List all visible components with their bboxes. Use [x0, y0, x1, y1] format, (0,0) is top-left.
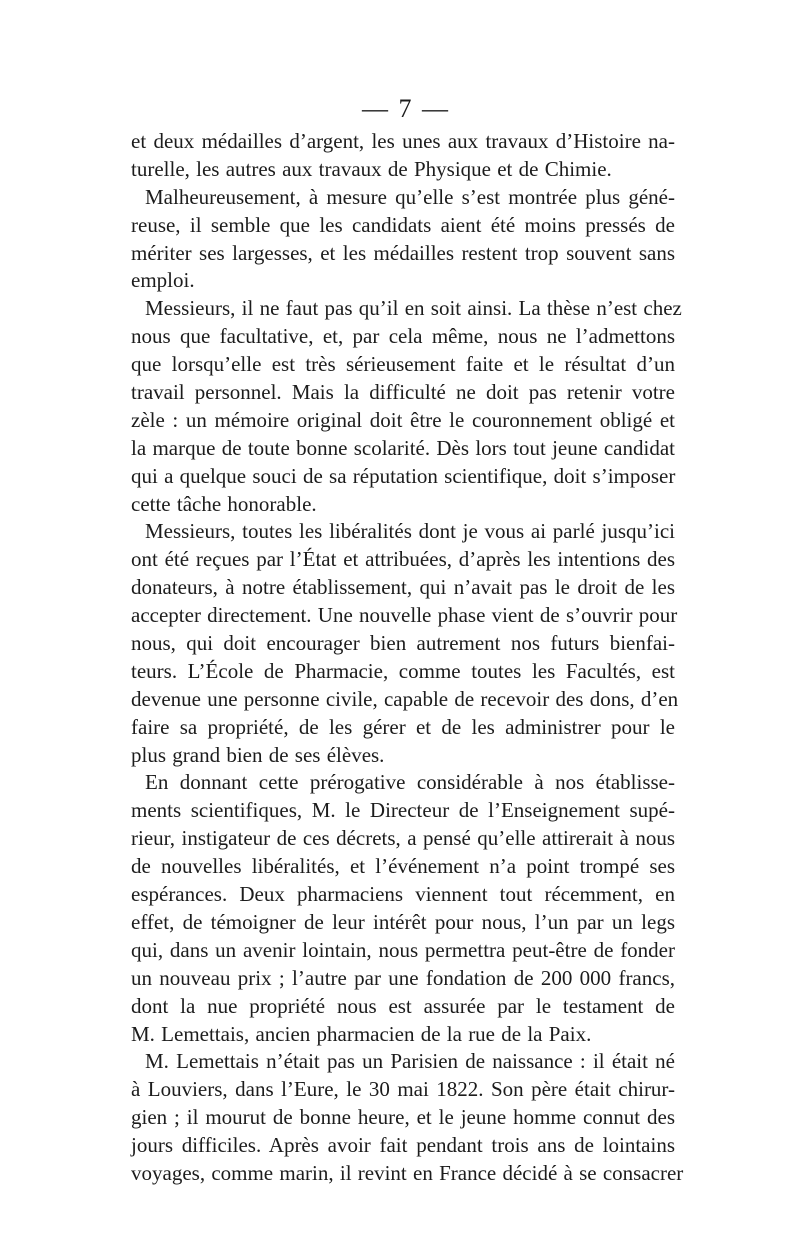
text-line: devenue une personne civile, capable de recevoir des dons, d’en	[131, 686, 679, 711]
text-line: travail personnel. Mais la difficulté ne doit pas retenir votre	[131, 380, 675, 405]
text-line: jours difficiles. Après avoir fait pendant trois ans de lointains	[131, 1133, 675, 1158]
text-line: la marque de toute bonne scolarité. Dès lors tout jeune candidat	[131, 435, 675, 460]
text-line: qui, dans un avenir lointain, nous permettra peut-être de fonder	[131, 937, 675, 962]
text-line: que lorsqu’elle est très sérieusement faite et le résultat d’un	[131, 352, 675, 377]
paragraph-start: En donnant cette prérogative considérable à nos établisse-	[145, 770, 675, 795]
text-line: nous, qui doit encourager bien autrement nos futurs bienfai-	[131, 631, 675, 656]
text-line: gien ; il mourut de bonne heure, et le jeune homme connut des	[131, 1105, 675, 1130]
page-number: — 7 —	[362, 94, 450, 123]
body-text	[131, 128, 684, 1188]
text-line: faire sa propriété, de les gérer et de les administrer pour le	[131, 714, 675, 739]
text-line: mériter ses largesses, et les médailles restent trop souvent sans	[131, 240, 675, 265]
text-line: dont la nue propriété nous est assurée par le testament de	[131, 993, 675, 1018]
text-line: plus grand bien de ses élèves.	[131, 742, 385, 767]
text-line: voyages, comme marin, il revint en France décidé à se consacrer	[131, 1160, 684, 1185]
text-line: qui a quelque souci de sa réputation scientifique, doit s’imposer	[131, 463, 676, 488]
paragraph-start: Messieurs, toutes les libéralités dont je vous ai parlé jusqu’ici	[145, 519, 675, 544]
text-line: M. Lemettais, ancien pharmacien de la rue de la Paix.	[131, 1021, 592, 1046]
text-line: un nouveau prix ; l’autre par une fondation de 200 000 francs,	[131, 965, 675, 990]
paragraph-start: M. Lemettais n’était pas un Parisien de naissance : il était né	[145, 1049, 675, 1074]
text-line: reuse, il semble que les candidats aient été moins pressés de	[131, 212, 675, 237]
text-line: à Louviers, dans l’Eure, le 30 mai 1822. Son père était chirur-	[131, 1077, 675, 1102]
text-line: de nouvelles libéralités, et l’événement n’a point trompé ses	[131, 854, 675, 879]
text-line: et deux médailles d’argent, les unes aux travaux d’Histoire na-	[131, 129, 675, 153]
text-line: turelle, les autres aux travaux de Physique et de Chimie.	[131, 156, 612, 181]
text-line: donateurs, à notre établissement, qui n’avait pas le droit de les	[131, 575, 675, 600]
text-line: cette tâche honorable.	[131, 491, 317, 516]
text-line: rieur, instigateur de ces décrets, a pensé qu’elle attirerait à nous	[131, 826, 675, 851]
text-line: espérances. Deux pharmaciens viennent tout récemment, en	[131, 882, 675, 907]
text-line: ments scientifiques, M. le Directeur de l’Enseignement supé-	[131, 798, 675, 823]
text-line: ont été reçues par l’État et attribuées, d’après les intentions des	[131, 547, 675, 572]
text-line: accepter directement. Une nouvelle phase vient de s’ouvrir pour	[131, 603, 678, 628]
paragraph-start: Messieurs, il ne faut pas qu’il en soit ainsi. La thèse n’est chez	[145, 296, 682, 321]
text-line: nous que facultative, et, par cela même, nous ne l’admettons	[131, 324, 675, 349]
text-line: teurs. L’École de Pharmacie, comme toutes les Facultés, est	[131, 658, 675, 683]
text-line: emploi.	[131, 268, 195, 293]
paragraph-start: Malheureusement, à mesure qu’elle s’est montrée plus géné-	[145, 184, 675, 209]
text-line: zèle : un mémoire original doit être le couronnement obligé et	[131, 407, 675, 432]
text-line: effet, de témoigner de leur intérêt pour nous, l’un par un legs	[131, 909, 675, 934]
